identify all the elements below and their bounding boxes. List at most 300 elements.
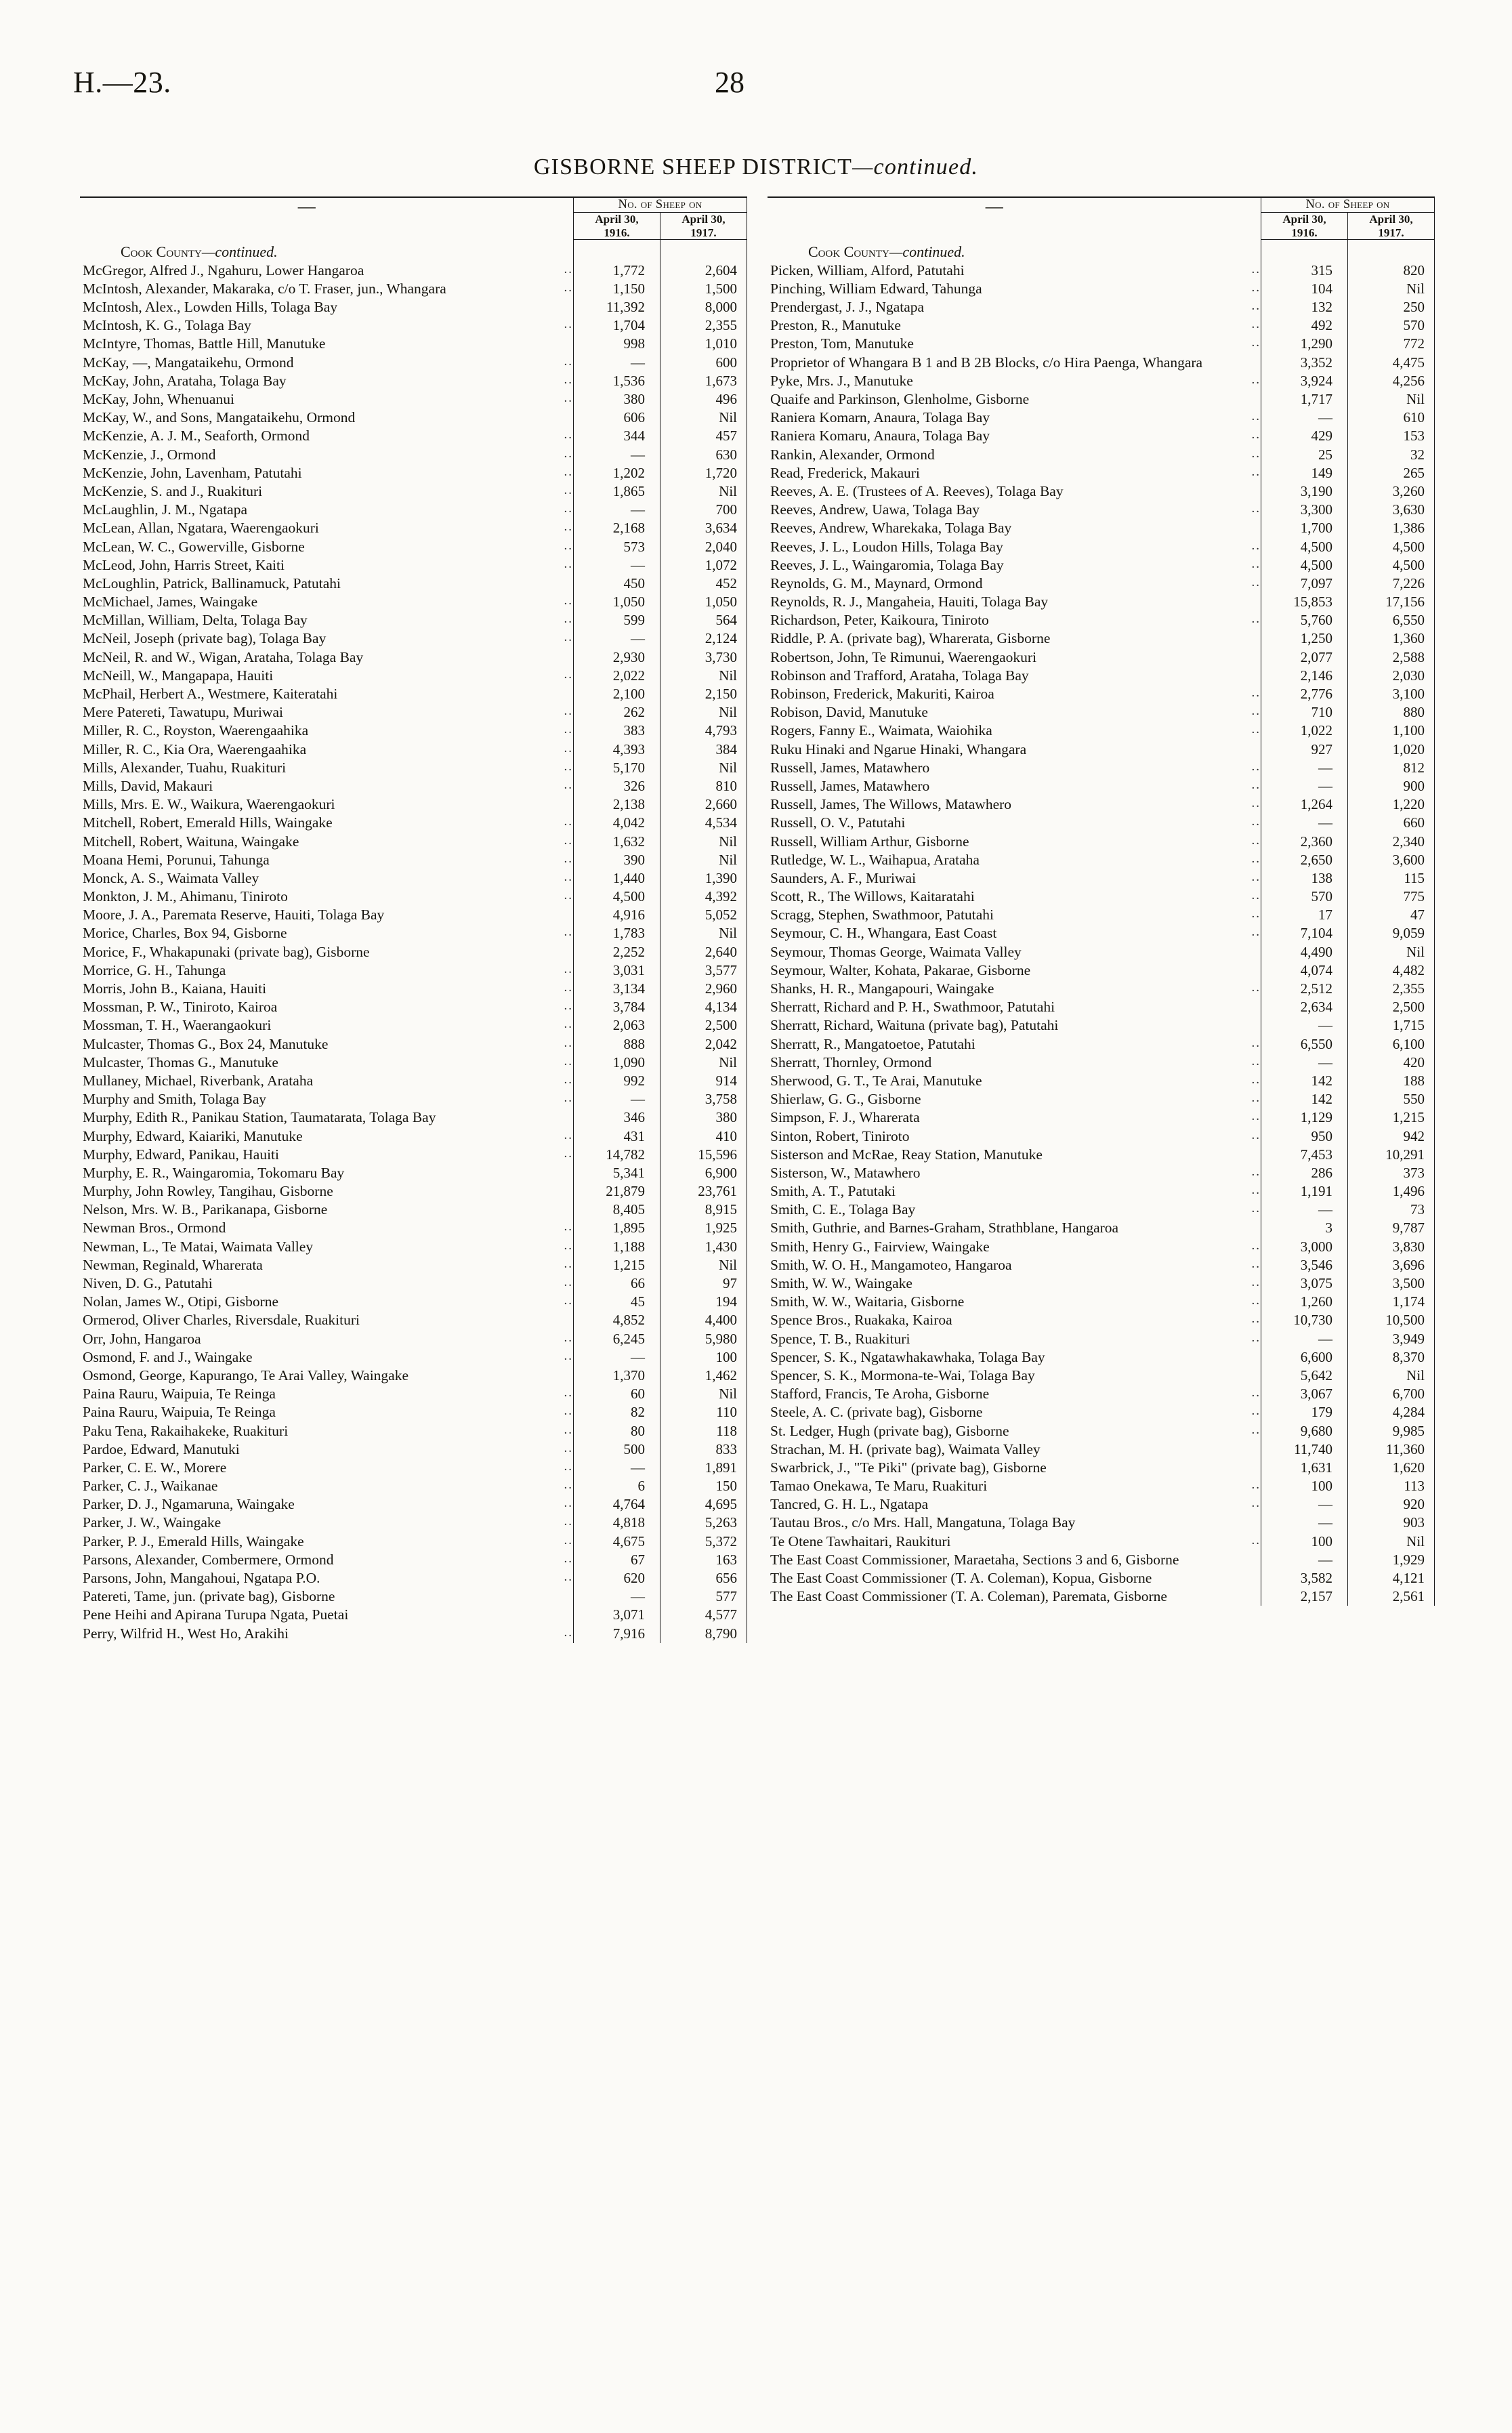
sheep-count-1917: 15,596 (660, 1146, 747, 1164)
owner-name-cell: Spencer, S. K., Ngatawhakawhaka, Tolaga Bay (770, 1348, 1045, 1365)
owner-name-cell: Sherratt, Richard, Waituna (private bag), Patutahi (770, 1017, 1059, 1034)
sheep-count-1916: 7,097 (1261, 575, 1348, 593)
table-row (768, 1330, 1435, 1348)
sheep-count-1917: 4,500 (1348, 538, 1435, 556)
owner-name-cell: Reynolds, G. M., Maynard, Ormond (770, 575, 983, 591)
leader-dots: .. (1251, 575, 1261, 589)
sheep-count-1917: 2,030 (1348, 667, 1435, 685)
owner-name-cell: Robinson and Trafford, Arataha, Tolaga Bay (770, 667, 1029, 684)
sheep-count-1917: 7,226 (1348, 575, 1435, 593)
sheep-count-1916: 14,782 (574, 1146, 660, 1164)
owner-name-cell: Reynolds, R. J., Mangaheia, Hauiti, Tolaga Bay (770, 594, 1049, 610)
leader-dots: .. (564, 1072, 574, 1087)
left-column (80, 196, 747, 1643)
sheep-count-1917: Nil (660, 924, 747, 942)
owner-name-cell: McLean, Allan, Ngatara, Waerengaokuri (83, 520, 319, 537)
owner-name-cell: Murphy, Edward, Kaiariki, Manutuke (83, 1127, 303, 1144)
leader-dots (1221, 482, 1261, 501)
owner-name-cell: Seymour, C. H., Whangara, East Coast (770, 925, 997, 942)
table-row (768, 869, 1435, 888)
sheep-count-1917: 630 (660, 446, 747, 464)
table-row (768, 814, 1435, 832)
sheep-count-1916: 25 (1261, 446, 1348, 464)
owner-name-cell: Read, Frederick, Makauri (770, 464, 920, 481)
sheep-count-1917: 1,925 (660, 1219, 747, 1237)
table-row (80, 1367, 747, 1385)
owner-name-cell: Smith, W. W., Waitaria, Gisborne (770, 1293, 965, 1310)
table-row (80, 280, 747, 298)
table-row (768, 1219, 1435, 1237)
table-row (80, 685, 747, 703)
owner-name-cell: Sherratt, Thornley, Ormond (770, 1054, 932, 1070)
header-dash-left: — (80, 197, 533, 243)
table-row (80, 777, 747, 795)
leader-dots: .. (564, 538, 574, 553)
sheep-count-1917: 1,462 (660, 1367, 747, 1385)
owner-name-cell: McLean, W. C., Gowerville, Gisborne (83, 538, 305, 555)
sheep-count-1916: 1,260 (1261, 1293, 1348, 1311)
table-row (80, 1238, 747, 1256)
leader-dots: .. (564, 391, 574, 406)
owner-name-cell: Ruku Hinaki and Ngarue Hinaki, Whangara (770, 741, 1027, 757)
sheep-count-1917: 1,072 (660, 556, 747, 575)
owner-name-cell: Mills, David, Makauri (83, 777, 213, 794)
leader-dots (533, 1311, 573, 1329)
document-number: H.—23. (73, 66, 171, 99)
table-row (768, 575, 1435, 593)
sheep-count-1916: 431 (574, 1127, 660, 1146)
leader-dots: .. (1251, 1054, 1261, 1068)
table-row (768, 1146, 1435, 1164)
table-row (768, 1016, 1435, 1035)
owner-name-cell: Spence, T. B., Ruakituri (770, 1330, 910, 1347)
sheep-count-1916: — (1261, 1514, 1348, 1532)
sheep-count-1916: 104 (1261, 280, 1348, 298)
sheep-count-1917: 775 (1348, 888, 1435, 906)
owner-name-cell: Prendergast, J. J., Ngatapa (770, 299, 925, 316)
owner-name-cell: Parker, D. J., Ngamaruna, Waingake (83, 1496, 295, 1513)
section-suffix-left: —continued. (201, 243, 278, 261)
sheep-count-1916: 7,916 (574, 1625, 660, 1643)
leader-dots: .. (1251, 1201, 1261, 1216)
sheep-count-1917: 4,284 (1348, 1403, 1435, 1421)
owner-name-cell: Raniera Komarn, Anaura, Tolaga Bay (770, 409, 990, 426)
leader-dots: .. (564, 1514, 574, 1529)
table-row (768, 1108, 1435, 1127)
leader-dots (1221, 998, 1261, 1016)
sheep-count-1916: 500 (574, 1440, 660, 1459)
owner-name-cell: Mossman, T. H., Waerangaokuri (83, 1017, 272, 1034)
table-row (80, 1164, 747, 1182)
sheep-count-1916: 492 (1261, 316, 1348, 335)
table-row (80, 906, 747, 924)
sheep-count-1917: 410 (660, 1127, 747, 1146)
table-row (80, 1606, 747, 1624)
leader-dots: .. (564, 1275, 574, 1290)
sheep-count-1916: 710 (1261, 703, 1348, 722)
owner-name-cell: McIntosh, K. G., Tolaga Bay (83, 317, 251, 334)
leader-dots: .. (1251, 501, 1261, 516)
table-row (768, 1256, 1435, 1274)
leader-dots (1221, 629, 1261, 648)
table-row (80, 1495, 747, 1514)
leader-dots (533, 1108, 573, 1127)
table-row (80, 1127, 747, 1146)
leader-dots: .. (1251, 1293, 1261, 1308)
sheep-count-1917: 1,050 (660, 593, 747, 611)
sheep-count-1917: 100 (660, 1348, 747, 1367)
owner-name-cell: Quaife and Parkinson, Glenholme, Gisborne (770, 391, 1030, 408)
sheep-count-1917: 1,010 (660, 335, 747, 353)
leader-dots: .. (1251, 869, 1261, 884)
owner-name-cell: Sherratt, Richard and P. H., Swathmoor, Patutahi (770, 999, 1055, 1016)
sheep-count-1916: 606 (574, 409, 660, 427)
sheep-count-1916: 390 (574, 851, 660, 869)
owner-name-cell: Monck, A. S., Waimata Valley (83, 869, 259, 886)
owner-name-cell: Patereti, Tame, jun. (private bag), Gisborne (83, 1588, 335, 1605)
table-row (768, 280, 1435, 298)
sheep-count-1916: 2,157 (1261, 1587, 1348, 1606)
sheep-count-1917: 1,715 (1348, 1016, 1435, 1035)
header-year-1916-left (574, 213, 660, 240)
owner-name-cell: Russell, James, Matawhero (770, 777, 930, 794)
sheep-count-1916: 1,188 (574, 1238, 660, 1256)
table-row (80, 1569, 747, 1587)
leader-dots: .. (564, 1533, 574, 1547)
sheep-count-1917: 452 (660, 575, 747, 593)
table-row (768, 1367, 1435, 1385)
sheep-count-1917: 900 (1348, 777, 1435, 795)
sheep-count-1916: 2,146 (1261, 667, 1348, 685)
table-row (80, 722, 747, 740)
sheep-count-1916: 80 (574, 1422, 660, 1440)
leader-dots: .. (564, 1238, 574, 1253)
owner-name-cell: Seymour, Thomas George, Waimata Valley (770, 943, 1022, 960)
table-row (80, 648, 747, 667)
table-row (80, 869, 747, 888)
table-row (80, 1016, 747, 1035)
leader-dots: .. (1251, 1312, 1261, 1327)
leader-dots (533, 1367, 573, 1385)
table-row (768, 1090, 1435, 1108)
leader-dots: .. (564, 833, 574, 848)
right-column (768, 196, 1435, 1606)
sheep-count-1917: 660 (1348, 814, 1435, 832)
sheep-count-1916: 3,784 (574, 998, 660, 1016)
sheep-count-1917: 2,355 (660, 316, 747, 335)
leader-dots (1221, 667, 1261, 685)
owner-name-cell: Pinching, William Edward, Tahunga (770, 280, 982, 297)
table-row (80, 1385, 747, 1403)
sheep-count-1916: 9,680 (1261, 1422, 1348, 1440)
header-year-1917-line1-left: April 30, (681, 213, 726, 226)
sheep-count-1916: 15,853 (1261, 593, 1348, 611)
leader-dots: .. (564, 722, 574, 737)
page-title-main: GISBORNE SHEEP DISTRICT (533, 154, 853, 180)
leader-dots: .. (564, 961, 574, 976)
table-row (80, 1587, 747, 1606)
owner-name-cell: St. Ledger, Hugh (private bag), Gisborne (770, 1422, 1009, 1439)
owner-name-cell: Riddle, P. A. (private bag), Wharerata, Gisborne (770, 630, 1051, 647)
owner-name-cell: Nelson, Mrs. W. B., Parikanapa, Gisborne (83, 1201, 328, 1218)
leader-dots (533, 906, 573, 924)
sheep-count-1917: 4,577 (660, 1606, 747, 1624)
sheep-count-1917: 1,720 (660, 464, 747, 482)
table-row (768, 741, 1435, 759)
sheep-count-1917: 32 (1348, 446, 1435, 464)
sheep-count-1917: Nil (1348, 1533, 1435, 1551)
sheep-count-1916: 380 (574, 390, 660, 409)
sheep-count-1917: 2,150 (660, 685, 747, 703)
sheep-count-1917: 5,263 (660, 1514, 747, 1532)
table-row (768, 1533, 1435, 1551)
sheep-count-1917: 1,100 (1348, 722, 1435, 740)
sheep-count-1916: 21,879 (574, 1182, 660, 1201)
sheep-count-1916: 2,063 (574, 1016, 660, 1035)
sheep-count-1916: 262 (574, 703, 660, 722)
sheep-count-1916: 6,600 (1261, 1348, 1348, 1367)
sheep-count-1916: 6,245 (574, 1330, 660, 1348)
sheep-count-1916: 1,022 (1261, 722, 1348, 740)
sheep-count-1916: 3 (1261, 1219, 1348, 1237)
table-row (80, 1182, 747, 1201)
leader-dots: .. (564, 851, 574, 866)
sheep-count-1916: 3,352 (1261, 354, 1348, 372)
owner-name-cell: Morice, F., Whakapunaki (private bag), Gisborne (83, 943, 370, 960)
leader-dots: .. (564, 612, 574, 627)
leader-dots: .. (1251, 280, 1261, 295)
leader-dots: .. (564, 556, 574, 571)
owner-name-cell: Saunders, A. F., Muriwai (770, 869, 917, 886)
owner-name-cell: Smith, A. T., Patutaki (770, 1183, 896, 1200)
sheep-count-1916: 3,924 (1261, 372, 1348, 390)
sheep-table-left (80, 196, 747, 262)
leader-dots: .. (1251, 299, 1261, 314)
owner-name-cell: Moore, J. A., Paremata Reserve, Hauiti, Tolaga Bay (83, 907, 385, 923)
table-row (80, 759, 747, 777)
table-row (768, 1348, 1435, 1367)
sheep-count-1917: Nil (1348, 1367, 1435, 1385)
sheep-count-1916: 2,022 (574, 667, 660, 685)
owner-name-cell: McNeill, W., Mangapapa, Hauiti (83, 667, 274, 684)
table-row (80, 1072, 747, 1090)
sheep-count-1916: 3,190 (1261, 482, 1348, 501)
sheep-count-1917: 2,660 (660, 795, 747, 814)
header-year-1916-right (1261, 213, 1348, 240)
owner-name-cell: Paku Tena, Rakaihakeke, Ruakituri (83, 1422, 289, 1439)
leader-dots: .. (564, 667, 574, 682)
owner-name-cell: Raniera Komaru, Anaura, Tolaga Bay (770, 428, 990, 444)
table-row (768, 1587, 1435, 1606)
leader-dots: .. (564, 630, 574, 645)
table-row (768, 759, 1435, 777)
owner-name-cell: Morris, John B., Kaiana, Hauiti (83, 980, 267, 997)
leader-dots (1221, 1551, 1261, 1569)
owner-name-cell: Shierlaw, G. G., Gisborne (770, 1091, 921, 1108)
table-row (768, 335, 1435, 353)
sheep-count-1917: 6,700 (1348, 1385, 1435, 1403)
table-row (80, 703, 747, 722)
sheep-count-1917: 5,052 (660, 906, 747, 924)
table-row (80, 1146, 747, 1164)
sheep-count-1916: 992 (574, 1072, 660, 1090)
leader-dots: .. (1251, 1035, 1261, 1050)
sheep-count-1917: 9,059 (1348, 924, 1435, 942)
sheep-count-1917: 8,000 (660, 298, 747, 316)
sheep-count-1917: 1,673 (660, 372, 747, 390)
owner-name-cell: Tamao Onekawa, Te Maru, Ruakituri (770, 1478, 988, 1495)
owner-name-cell: Parker, J. W., Waingake (83, 1514, 222, 1531)
table-row (768, 390, 1435, 409)
owner-name-cell: McKenzie, John, Lavenham, Patutahi (83, 464, 302, 481)
leader-dots: .. (564, 1386, 574, 1400)
sheep-count-1916: 149 (1261, 464, 1348, 482)
table-row (80, 667, 747, 685)
table-row (768, 262, 1435, 280)
sheep-count-1916: 570 (1261, 888, 1348, 906)
table-row (80, 814, 747, 832)
sheep-count-1916: 138 (1261, 869, 1348, 888)
sheep-count-1916: 950 (1261, 1127, 1348, 1146)
sheep-count-1917: 5,372 (660, 1533, 747, 1551)
owner-name-cell: Smith, Henry G., Fairview, Waingake (770, 1238, 990, 1255)
leader-dots (533, 575, 573, 593)
sheep-count-1916: 17 (1261, 906, 1348, 924)
sheep-count-1916: — (1261, 1330, 1348, 1348)
owner-name-cell: Osmond, F. and J., Waingake (83, 1348, 253, 1365)
leader-dots (533, 335, 573, 353)
table-row (768, 298, 1435, 316)
sheep-count-1917: 2,042 (660, 1035, 747, 1054)
table-row (768, 685, 1435, 703)
sheep-count-1917: 250 (1348, 298, 1435, 316)
leader-dots: .. (564, 280, 574, 295)
table-row (80, 741, 747, 759)
leader-dots (1221, 519, 1261, 537)
sheep-count-1916: 4,818 (574, 1514, 660, 1532)
owner-name-cell: Swarbrick, J., "Te Piki" (private bag), Gisborne (770, 1459, 1047, 1476)
sheep-count-1916: 45 (574, 1293, 660, 1311)
sheep-count-1916: 450 (574, 575, 660, 593)
sheep-count-1916: 315 (1261, 262, 1348, 280)
owner-name-cell: Mere Patereti, Tawatupu, Muriwai (83, 704, 284, 721)
sheep-count-1916: 1,090 (574, 1054, 660, 1072)
sheep-count-1917: 820 (1348, 262, 1435, 280)
table-row (80, 888, 747, 906)
sheep-count-1916: 927 (1261, 741, 1348, 759)
leader-dots: .. (1251, 1109, 1261, 1124)
sheep-count-1916: 4,500 (574, 888, 660, 906)
sheep-count-1916: 4,490 (1261, 943, 1348, 961)
sheep-count-1917: 4,475 (1348, 354, 1435, 372)
owner-name-cell: Mulcaster, Thomas G., Manutuke (83, 1054, 278, 1070)
table-row (80, 1403, 747, 1421)
sheep-count-1917: 3,630 (1348, 501, 1435, 519)
sheep-count-1916: 888 (574, 1035, 660, 1054)
owner-name-cell: Russell, O. V., Patutahi (770, 814, 906, 831)
leader-dots: .. (1251, 888, 1261, 903)
header-dots-spacer-left (533, 197, 573, 243)
sheep-count-1917: 2,561 (1348, 1587, 1435, 1606)
owner-name-cell: Te Otene Tawhaitari, Raukituri (770, 1533, 951, 1550)
leader-dots: .. (1251, 262, 1261, 276)
owner-name-cell: Murphy, John Rowley, Tangihau, Gisborne (83, 1183, 333, 1200)
owner-name-cell: Smith, Guthrie, and Barnes-Graham, Strathblane, Hangaroa (770, 1220, 1119, 1236)
table-row (80, 1201, 747, 1219)
sheep-count-1917: 2,604 (660, 262, 747, 280)
table-row (768, 1035, 1435, 1054)
table-row (80, 446, 747, 464)
sheep-count-1916: 620 (574, 1569, 660, 1587)
table-row (768, 943, 1435, 961)
sheep-count-1916: 5,341 (574, 1164, 660, 1182)
table-row (80, 1533, 747, 1551)
sheep-count-1917: 914 (660, 1072, 747, 1090)
owner-name-cell: Paina Rauru, Waipuia, Te Reinga (83, 1404, 276, 1421)
owner-name-cell: Mills, Mrs. E. W., Waikura, Waerengaokuri (83, 796, 335, 813)
leader-dots: .. (1251, 1072, 1261, 1087)
sheep-count-1916: 383 (574, 722, 660, 740)
leader-dots: .. (564, 1625, 574, 1640)
sheep-count-1917: Nil (1348, 390, 1435, 409)
page-number: 28 (715, 66, 744, 99)
leader-dots (533, 1164, 573, 1182)
owner-name-cell: Miller, R. C., Royston, Waerengaahika (83, 722, 309, 739)
sheep-count-1916: 1,700 (1261, 519, 1348, 537)
sheep-count-1916: 1,250 (1261, 629, 1348, 648)
sheep-count-1917: Nil (660, 703, 747, 722)
leader-dots (533, 1606, 573, 1624)
sheep-count-1916: 8,405 (574, 1201, 660, 1219)
sheep-count-1916: 2,168 (574, 519, 660, 537)
leader-dots: .. (1251, 1478, 1261, 1493)
owner-name-cell: The East Coast Commissioner (T. A. Coleman), Paremata, Gisborne (770, 1588, 1167, 1605)
sheep-count-1917: 110 (660, 1403, 747, 1421)
sheep-count-1917: 1,360 (1348, 629, 1435, 648)
leader-dots (533, 685, 573, 703)
sheep-count-1916: 326 (574, 777, 660, 795)
table-row (768, 722, 1435, 740)
sheep-count-1916: 2,077 (1261, 648, 1348, 667)
table-row (80, 1293, 747, 1311)
sheep-count-1917: 577 (660, 1587, 747, 1606)
sheep-count-1916: 142 (1261, 1072, 1348, 1090)
leader-dots: .. (1251, 1330, 1261, 1345)
sheep-count-1917: 610 (1348, 409, 1435, 427)
sheep-count-1916: 3,067 (1261, 1385, 1348, 1403)
sheep-count-1917: 73 (1348, 1201, 1435, 1219)
sheep-count-1917: 942 (1348, 1127, 1435, 1146)
leader-dots: .. (1251, 556, 1261, 571)
owner-name-cell: Reeves, Andrew, Uawa, Tolaga Bay (770, 501, 980, 518)
sheep-table-right-body (768, 262, 1435, 1606)
table-row (768, 1569, 1435, 1587)
sheep-count-1917: 17,156 (1348, 593, 1435, 611)
table-row (80, 538, 747, 556)
sheep-count-1917: 564 (660, 611, 747, 629)
leader-dots (1221, 390, 1261, 409)
sheep-count-1917: 880 (1348, 703, 1435, 722)
leader-dots: .. (564, 1256, 574, 1271)
section-suffix-right: —continued. (889, 243, 965, 261)
leader-dots: .. (564, 777, 574, 792)
leader-dots: .. (564, 741, 574, 755)
owner-name-cell: Newman, Reginald, Wharerata (83, 1256, 263, 1273)
owner-name-cell: Sisterson, W., Matawhero (770, 1164, 921, 1181)
table-row (768, 446, 1435, 464)
sheep-count-1917: 457 (660, 427, 747, 445)
owner-name-cell: Robertson, John, Te Rimunui, Waerengaokuri (770, 648, 1037, 665)
